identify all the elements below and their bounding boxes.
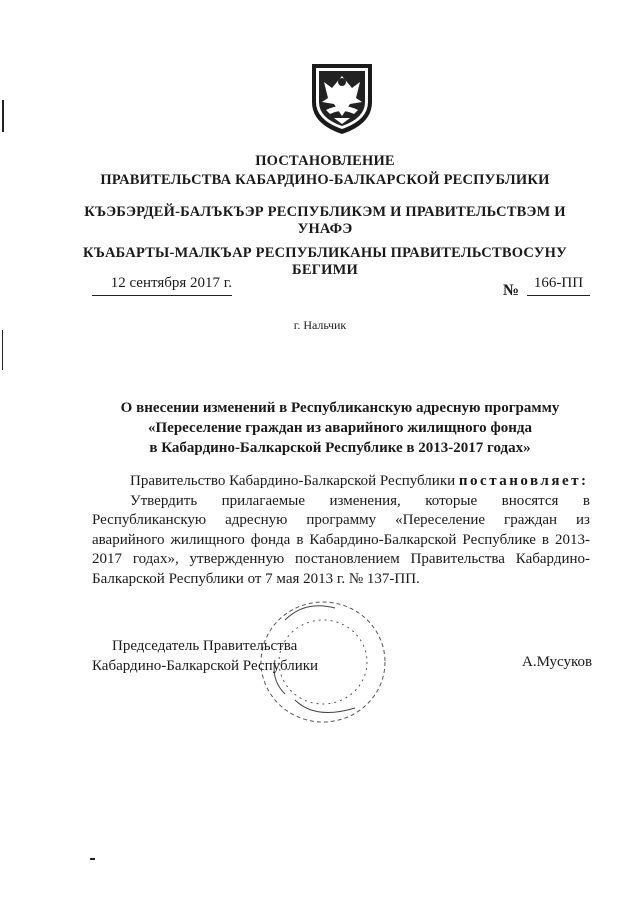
- issuer-balkar-line2: БЕГИМИ: [292, 262, 358, 278]
- title-line2: «Переселение граждан из аварийного жилищного фонда: [148, 420, 532, 436]
- doc-type-heading: ПОСТАНОВЛЕНИЕ: [255, 153, 395, 169]
- body-paragraph-1: [92, 472, 590, 492]
- title-line3: в Кабардино-Балкарской Республике в 2013-2017 годах»: [149, 440, 531, 456]
- issuer-balkar-line1: КЪАБАРТЫ-МАЛКЪАР РЕСПУБЛИКАНЫ ПРАВИТЕЛЬСТВОСУНУ: [83, 245, 567, 261]
- signatory-position: [92, 636, 318, 676]
- body-lead: Правительство Кабардино-Балкарской Республики: [130, 473, 456, 489]
- document-body: [92, 472, 590, 589]
- signatory-position-line1: Председатель Правительства: [112, 638, 298, 654]
- coat-of-arms-emblem: [304, 58, 380, 136]
- signatory-position-line2: Кабардино-Балкарской Республики: [92, 658, 319, 674]
- scan-edge-mark: [2, 330, 3, 370]
- signatory-name: А.Мусуков: [522, 654, 593, 670]
- issuer-kabardian-line2: УНАФЭ: [297, 221, 353, 237]
- city: г. Нальчик: [293, 318, 347, 332]
- document-title: [100, 398, 580, 458]
- issuer-russian: ПРАВИТЕЛЬСТВА КАБАРДИНО-БАЛКАРСКОЙ РЕСПУБЛИКИ: [100, 172, 550, 188]
- issuer-kabardian-line1: КЪЭБЭРДЕЙ-БАЛЪКЪЭР РЕСПУБЛИКЭМ И ПРАВИТЕЛЬСТВЭМ И: [84, 204, 566, 220]
- document-date: 12 сентября 2017 г.: [92, 275, 232, 296]
- body-paragraph-2: Утвердить прилагаемые изменения, которые вносятся в Республиканскую адресную программу «Переселение граждан из аварийного жилищного фонда в Кабардино-Балкарской Республике в 2013-2017 годах», утвержденную постановлением Правительства Кабардино-Балкарской Республики от 7 мая 2013 г. № 137-ПП.: [92, 492, 590, 587]
- scan-edge-mark: [2, 100, 4, 132]
- title-line1: О внесении изменений в Республиканскую адресную программу: [120, 400, 560, 416]
- body-verb: постановляет:: [458, 473, 589, 489]
- document-number: 166-ПП: [527, 275, 590, 296]
- number-sign: №: [503, 282, 520, 299]
- scan-dot-mark: [90, 858, 95, 860]
